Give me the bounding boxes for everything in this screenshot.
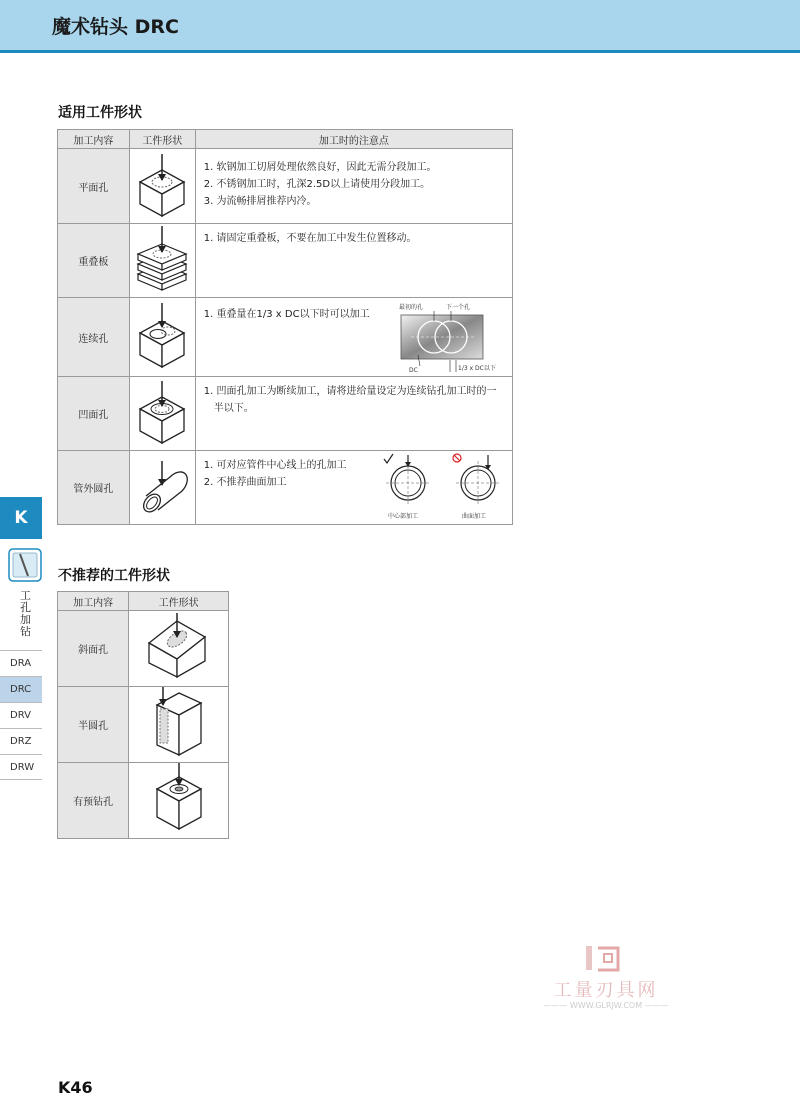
- diagram-label-dc: DC: [408, 367, 418, 374]
- watermark: [536, 944, 676, 1014]
- table-row: [58, 611, 229, 687]
- nav-item-drv[interactable]: DRV: [0, 702, 42, 728]
- watermark-url: ——— WWW.GLRJW.COM ———: [543, 1001, 669, 1010]
- column-header: 加工内容: [58, 592, 129, 611]
- note-text: 1. 凹面孔加工为断续加工，请将进给量设定为连续钻孔加工时的一: [203, 386, 497, 397]
- table-row: [58, 377, 513, 451]
- row-label: 有预钻孔: [58, 763, 129, 839]
- page-title: 魔术钻头 DRC: [52, 16, 179, 38]
- applicable-shapes-table: [57, 129, 513, 525]
- table-row: [58, 763, 229, 839]
- page-header: [0, 0, 800, 50]
- cube-drill-icon: [129, 149, 195, 224]
- pipe-icon: [129, 451, 195, 525]
- table-row: [58, 298, 513, 377]
- inclined-block-icon: [129, 611, 229, 687]
- not-recommended-shapes-table: [57, 591, 229, 839]
- row-label: 平面孔: [58, 149, 130, 224]
- table-row: [58, 687, 229, 763]
- table-header-row: [58, 592, 229, 611]
- row-label: 连续孔: [58, 298, 130, 377]
- diagram-label-ok: 中心部加工: [387, 513, 418, 520]
- nav-item-drw[interactable]: DRW: [0, 754, 42, 780]
- section-letter-tab: K: [0, 497, 42, 539]
- check-icon: [384, 454, 393, 463]
- table-row: [58, 451, 513, 525]
- predrilled-cube-icon: [129, 763, 229, 839]
- table-header-row: [58, 130, 513, 149]
- pipe-drilling-diagram: [380, 451, 514, 523]
- note-text: 1. 可对应管件中心线上的孔加工: [203, 460, 347, 471]
- note-text: 2. 不锈钢加工时，孔深2.5D以上请使用分段加工。: [203, 179, 431, 190]
- column-header: 工件形状: [129, 592, 229, 611]
- note-text: 1. 重叠量在1/3 x DC以下时可以加工: [203, 309, 370, 320]
- row-label: 半圆孔: [58, 687, 129, 763]
- diagram-label-prev: 最初的孔: [398, 304, 423, 311]
- column-header: 工件形状: [129, 130, 195, 149]
- cube-concave-icon: [129, 377, 195, 451]
- stacked-plates-icon: [129, 224, 195, 298]
- diagram-label-next: 下一个孔: [445, 304, 470, 311]
- nav-item-drz[interactable]: DRZ: [0, 728, 42, 754]
- row-label: 凹面孔: [58, 377, 130, 451]
- watermark-logo-icon: [584, 944, 626, 974]
- half-hole-block-icon: [129, 687, 229, 763]
- overlap-hole-diagram: [396, 300, 511, 375]
- diagram-label-ratio: 1/3 x DC以下: [457, 365, 496, 372]
- note-text: 1. 请固定重叠板，不要在加工中发生位置移动。: [203, 233, 417, 244]
- page-number: K46: [58, 1078, 93, 1097]
- diagram-label-ng: 曲面加工: [461, 513, 486, 520]
- product-nav: [0, 650, 42, 780]
- column-header: 加工时的注意点: [195, 130, 512, 149]
- section-title-applicable: 适用工件形状: [58, 105, 142, 121]
- row-label: 管外圆孔: [58, 451, 130, 525]
- drill-category-icon: [8, 548, 42, 582]
- section-title-not-recommended: 不推荐的工件形状: [58, 568, 170, 584]
- note-text: 2. 不推荐曲面加工: [203, 477, 287, 488]
- category-vertical-label: 工孔加钻: [20, 589, 31, 638]
- note-text: 半以下。: [213, 403, 254, 414]
- table-row: [58, 224, 513, 298]
- cube-overlap-hole-icon: [129, 298, 195, 377]
- nav-item-dra[interactable]: DRA: [0, 650, 42, 676]
- watermark-text: 工量刃具网: [553, 980, 659, 1001]
- note-text: 1. 软钢加工切屑处理依然良好，因此无需分段加工。: [203, 162, 437, 173]
- row-label: 斜面孔: [58, 611, 129, 687]
- header-divider: [0, 50, 800, 53]
- nav-item-drc[interactable]: DRC: [0, 676, 42, 702]
- note-text: 3. 为流畅排屑推荐内冷。: [203, 196, 317, 207]
- table-row: [58, 149, 513, 224]
- column-header: 加工内容: [58, 130, 130, 149]
- row-label: 重叠板: [58, 224, 130, 298]
